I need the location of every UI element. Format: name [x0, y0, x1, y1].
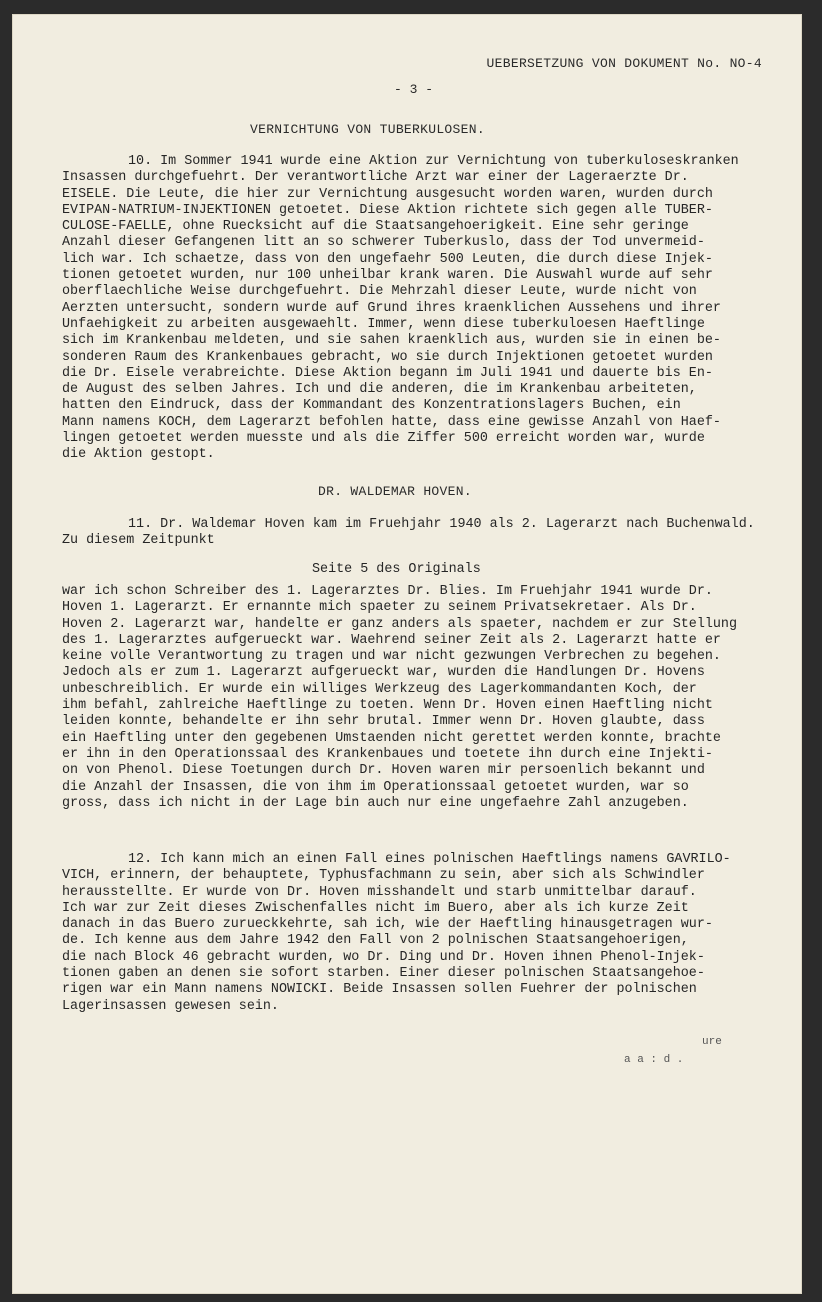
- text-line: Hoven 1. Lagerarzt. Er ernannte mich spaeter zu seinem Privatsekretaer. Als Dr.: [62, 600, 697, 616]
- text-line: EISELE. Die Leute, die hier zur Vernichtung ausgesucht worden waren, wurden durch: [62, 186, 713, 202]
- text-line: er ihn in den Operationssaal des Krankenbaues und toetete ihn durch eine Injekti-: [62, 746, 713, 762]
- paragraph-11-body: [62, 584, 772, 812]
- text-line: sonderen Raum des Krankenbaues gebracht, wo sie durch Injektionen getoetet wurden: [62, 349, 713, 365]
- text-line: Ich war zur Zeit dieses Zwischenfalles nicht im Buero, aber als ich kurze Zeit: [62, 900, 689, 916]
- text-line: rigen war ein Mann namens NOWICKI. Beide Insassen sollen Fuehrer der polnischen: [62, 982, 697, 998]
- section-heading-hoven: DR. WALDEMAR HOVEN.: [318, 484, 472, 499]
- text-line: die Dr. Eisele verabreichte. Diese Aktion begann im Juli 1941 und dauerte bis En-: [62, 365, 713, 381]
- text-line: des 1. Lagerarztes aufgerueckt war. Waehrend seiner Zeit als 2. Lagerarzt hatte er: [62, 632, 721, 648]
- text-line: Lagerinsassen gewesen sein.: [62, 998, 279, 1014]
- text-line: die Anzahl der Insassen, die von ihm im Operationssaal getoetet wurden, war so: [62, 779, 689, 795]
- text-line: Jedoch als er zum 1. Lagerarzt aufgerueckt war, wurden die Handlungen Dr. Hovens: [62, 665, 705, 681]
- text-line: die Aktion gestopt.: [62, 447, 215, 463]
- paragraph-10: [62, 154, 772, 464]
- text-line: Aerzten untersucht, sondern wurde auf Grund ihres kraenklichen Aussehens und ihrer: [62, 300, 721, 316]
- text-line: 11. Dr. Waldemar Hoven kam im Fruehjahr 1940 als 2. Lagerarzt nach Buchenwald.: [128, 517, 755, 532]
- text-line: Zu diesem Zeitpunkt: [62, 533, 215, 549]
- text-line: ihm befahl, zahlreiche Haeftlinge zu toeten. Wenn Dr. Hoven einen Haeftling nicht: [62, 698, 713, 714]
- text-line: leiden konnte, behandelte er ihn sehr brutal. Immer wenn Dr. Hoven glaubte, dass: [62, 714, 705, 730]
- page-number: - 3 -: [394, 82, 434, 97]
- text-line: lich war. Ich schaetze, dass von den ungefaehr 500 Leuten, die durch diese Injek-: [62, 251, 713, 267]
- text-line: 12. Ich kann mich an einen Fall eines polnischen Haeftlings namens GAVRILO-: [128, 852, 731, 867]
- text-line: EVIPAN-NATRIUM-INJEKTIONEN getoetet. Diese Aktion richtete sich gegen alle TUBER-: [62, 202, 713, 218]
- handwritten-mark: ure: [702, 1036, 722, 1048]
- text-line: gross, dass ich nicht in der Lage bin auch nur eine ungefaehre Zahl anzugeben.: [62, 795, 689, 811]
- paragraph-11-intro: [62, 517, 772, 550]
- text-line: tionen gaben an denen sie sofort starben. Einer dieser polnischen Staatsangehoe-: [62, 966, 705, 982]
- text-line: Hoven 2. Lagerarzt war, handelte er ganz anders als spaeter, nachdem er zur Stellung: [62, 616, 737, 632]
- text-line: de August des selben Jahres. Ich und die anderen, die im Krankenbau arbeiteten,: [62, 382, 697, 398]
- paragraph-12: [62, 852, 772, 1015]
- text-line: die nach Block 46 gebracht wurden, wo Dr. Ding und Dr. Hoven ihnen Phenol-Injek-: [62, 949, 705, 965]
- text-line: keine volle Verantwortung zu tragen und war nicht gezwungen Verbrechen zu begehen.: [62, 649, 721, 665]
- text-line: Insassen durchgefuehrt. Der verantwortliche Arzt war einer der Lageraerzte Dr.: [62, 170, 689, 186]
- text-line: de. Ich kenne aus dem Jahre 1942 den Fall von 2 polnischen Staatsangehoerigen,: [62, 933, 689, 949]
- text-line: Unfaehigkeit zu arbeiten ausgewaehlt. Immer, wenn diese tuberkuloesen Haeftlinge: [62, 316, 705, 332]
- text-line: hatten den Eindruck, dass der Kommandant des Konzentrationslagers Buchen, ein: [62, 398, 681, 414]
- text-line: unbeschreiblich. Er wurde ein williges Werkzeug des Lagerkommandanten Koch, der: [62, 681, 697, 697]
- text-line: war ich schon Schreiber des 1. Lagerarztes Dr. Blies. Im Fruehjahr 1941 wurde Dr.: [62, 584, 713, 599]
- text-line: oberflaechliche Weise durchgefuehrt. Die Mehrzahl dieser Leute, wurde nicht von: [62, 284, 697, 300]
- section-heading-tuberculosis: VERNICHTUNG VON TUBERKULOSEN.: [250, 122, 485, 137]
- document-title: UEBERSETZUNG VON DOKUMENT No. NO-4: [486, 56, 762, 71]
- text-line: tionen getoetet wurden, nur 100 unheilbar krank waren. Die Auswahl wurde auf sehr: [62, 268, 713, 284]
- text-line: on von Phenol. Diese Toetungen durch Dr. Hoven waren mir persoenlich bekannt und: [62, 763, 705, 779]
- text-line: Anzahl dieser Gefangenen litt an so schwerer Tuberkuslo, dass der Tod unvermeid-: [62, 235, 705, 251]
- text-line: sich im Krankenbau meldeten, und sie sahen kraenklich aus, wurden sie in einen be-: [62, 333, 721, 349]
- text-line: lingen getoetet werden muesste und als die Ziffer 500 erreicht worden war, wurde: [62, 431, 705, 447]
- document-page: [12, 14, 802, 1294]
- text-line: 10. Im Sommer 1941 wurde eine Aktion zur Vernichtung von tuberkuloseskranken: [128, 154, 739, 169]
- text-line: ein Haeftling unter den gegebenen Umstaenden nicht gerettet werden konnte, brachte: [62, 730, 721, 746]
- original-page-note: Seite 5 des Originals: [312, 562, 481, 577]
- text-line: VICH, erinnern, der behauptete, Typhusfachmann zu sein, aber sich als Schwindler: [62, 868, 705, 884]
- text-line: CULOSE-FAELLE, ohne Ruecksicht auf die Staatsangehoerigkeit. Eine sehr geringe: [62, 219, 689, 235]
- handwritten-mark-2: a a : d .: [624, 1054, 684, 1066]
- text-line: danach in das Buero zurueckkehrte, sah ich, wie der Haeftling hinausgetragen wur-: [62, 917, 713, 933]
- text-line: herausstellte. Er wurde von Dr. Hoven misshandelt und starb unmittelbar darauf.: [62, 884, 697, 900]
- text-line: Mann namens KOCH, dem Lagerarzt befohlen hatte, dass eine gewisse Anzahl von Haef-: [62, 414, 721, 430]
